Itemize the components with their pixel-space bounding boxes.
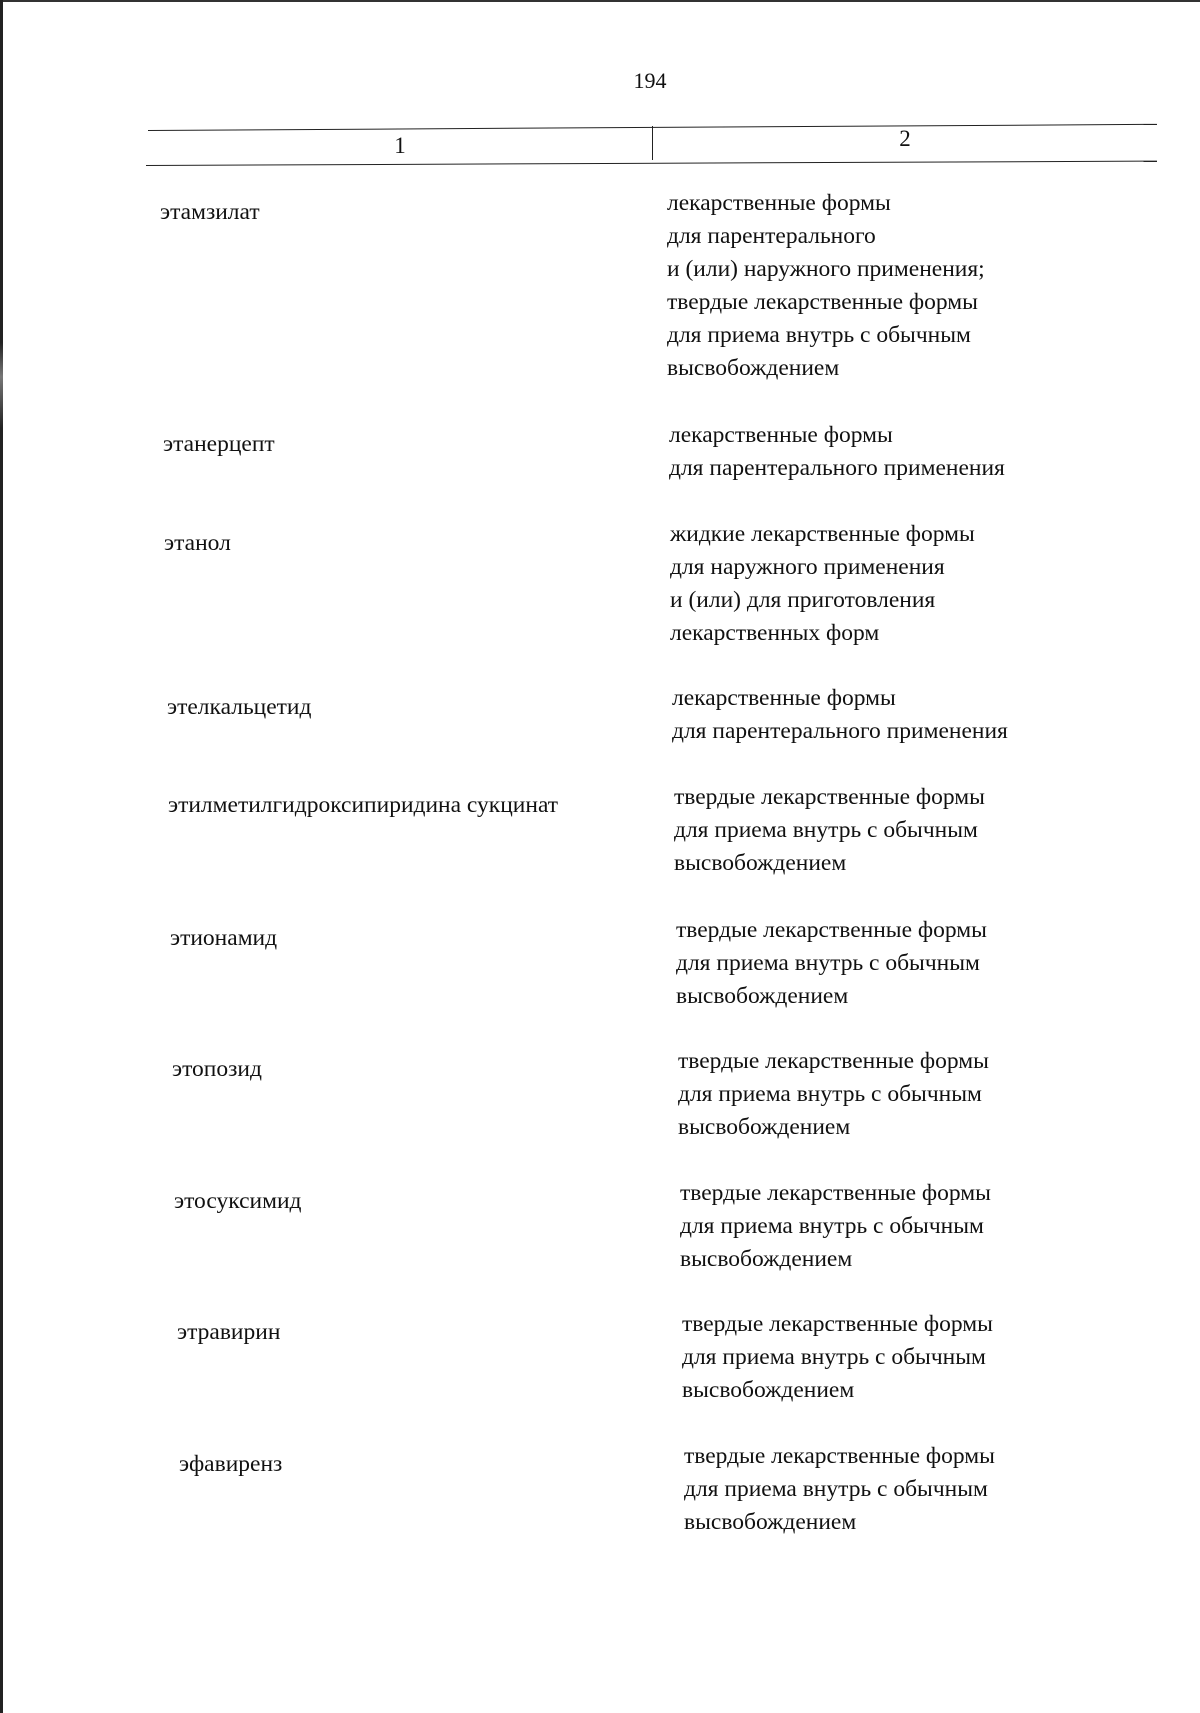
dosage-form-line: для парентерального применения — [669, 455, 1005, 481]
dosage-form-line: высвобождением — [674, 850, 847, 876]
dosage-form-line: для наружного применения — [670, 554, 945, 580]
dosage-forms — [678, 1045, 989, 1144]
dosage-form-line: высвобождением — [667, 355, 840, 381]
page-number: 194 — [633, 68, 667, 93]
dosage-form-line: для приема внутрь с обычным — [682, 1344, 986, 1370]
dosage-form-line: лекарственные формы — [672, 685, 896, 711]
scan-border-left — [0, 0, 3, 1713]
dosage-forms — [674, 781, 985, 880]
dosage-form-line: для парентерального применения — [672, 718, 1008, 744]
dosage-form-line: для приема внутрь с обычным — [676, 950, 980, 976]
drug-name: этравирин — [177, 1319, 281, 1345]
dosage-form-line: твердые лекарственные формы — [682, 1311, 993, 1337]
dosage-forms — [676, 914, 987, 1013]
drug-name: этанерцепт — [163, 431, 275, 457]
dosage-forms — [672, 682, 1008, 748]
dosage-form-line: высвобождением — [682, 1377, 855, 1403]
table-header-bottom-rule — [146, 161, 1157, 167]
dosage-forms — [669, 419, 1005, 485]
dosage-form-line: для приема внутрь с обычным — [680, 1213, 984, 1239]
dosage-form-line: высвобождением — [676, 983, 849, 1009]
dosage-forms — [680, 1177, 991, 1276]
drug-name: этелкальцетид — [167, 694, 312, 720]
dosage-form-line: для приема внутрь с обычным — [674, 817, 978, 843]
dosage-form-line: твердые лекарственные формы — [674, 784, 985, 810]
dosage-forms — [684, 1440, 995, 1539]
dosage-form-line: твердые лекарственные формы — [667, 289, 978, 315]
drug-name: этамзилат — [160, 199, 260, 225]
dosage-form-line: твердые лекарственные формы — [676, 917, 987, 943]
dosage-form-line: твердые лекарственные формы — [684, 1443, 995, 1469]
dosage-form-line: высвобождением — [684, 1509, 857, 1535]
column-header-2: 2 — [899, 126, 911, 151]
dosage-form-line: для приема внутрь с обычным — [667, 322, 971, 348]
dosage-form-line: для приема внутрь с обычным — [678, 1081, 982, 1107]
drug-name: этосуксимид — [174, 1188, 302, 1214]
dosage-form-line: лекарственных форм — [670, 620, 880, 646]
dosage-forms — [667, 187, 985, 385]
dosage-form-line: для парентерального — [667, 223, 876, 249]
drug-name: этопозид — [172, 1056, 262, 1082]
dosage-form-line: жидкие лекарственные формы — [670, 521, 975, 547]
drug-name: эфавиренз — [179, 1451, 283, 1477]
scan-border-top — [0, 0, 1200, 2]
dosage-form-line: лекарственные формы — [667, 190, 891, 216]
drug-name: этилметилгидроксипиридина сукцинат — [168, 792, 559, 818]
drug-name: этионамид — [170, 925, 278, 951]
dosage-form-line: лекарственные формы — [669, 422, 893, 448]
dosage-form-line: твердые лекарственные формы — [678, 1048, 989, 1074]
dosage-form-line: твердые лекарственные формы — [680, 1180, 991, 1206]
column-header-1: 1 — [394, 133, 406, 158]
dosage-form-line: для приема внутрь с обычным — [684, 1476, 988, 1502]
dosage-form-line: высвобождением — [680, 1246, 853, 1272]
dosage-forms — [670, 518, 975, 650]
dosage-form-line: высвобождением — [678, 1114, 851, 1140]
dosage-forms — [682, 1308, 993, 1407]
dosage-form-line: и (или) для приготовления — [670, 587, 936, 613]
drug-name: этанол — [164, 530, 231, 556]
dosage-form-line: и (или) наружного применения; — [667, 256, 985, 282]
